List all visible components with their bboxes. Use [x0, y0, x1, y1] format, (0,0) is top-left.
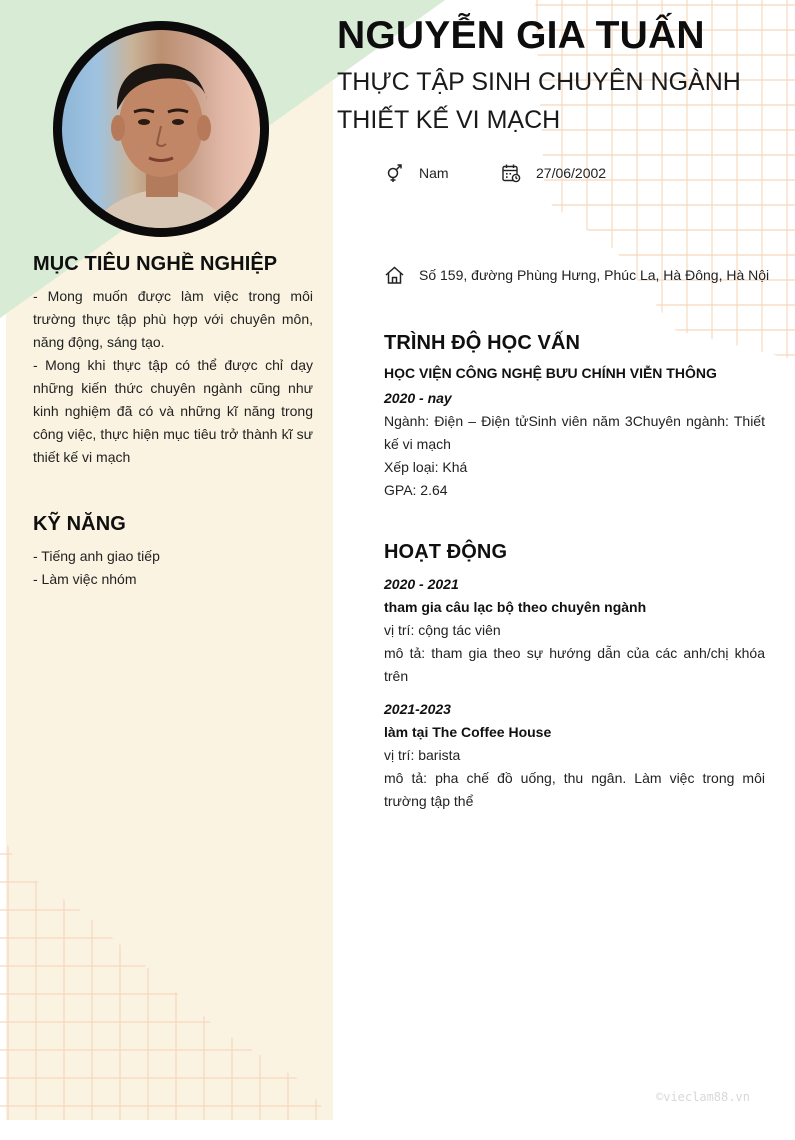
activity-position: vị trí: cộng tác viên	[384, 622, 501, 638]
objective-heading: MỤC TIÊU NGHỀ NGHIỆP	[33, 253, 278, 275]
address-info	[383, 264, 769, 286]
candidate-name: NGUYỄN GIA TUẤN	[337, 14, 705, 57]
education-period: 2020 - nay	[384, 390, 452, 406]
skills-heading: KỸ NĂNG	[33, 513, 126, 535]
home-icon	[383, 264, 405, 286]
education-heading: TRÌNH ĐỘ HỌC VẤN	[384, 332, 581, 354]
education-gpa: GPA: 2.64	[384, 482, 448, 498]
education-school: HỌC VIỆN CÔNG NGHỆ BƯU CHÍNH VIỄN THÔNG	[384, 365, 717, 381]
activity-org: làm tại The Coffee House	[384, 724, 552, 740]
activities-heading: HOẠT ĐỘNG	[384, 541, 508, 563]
objective-text	[33, 285, 313, 469]
birthdate-value: 27/06/2002	[536, 165, 607, 181]
activity-item	[384, 573, 765, 688]
watermark: ©vieclam88.vn	[656, 1090, 750, 1104]
avatar	[62, 30, 260, 228]
job-title	[337, 63, 757, 139]
activity-period: 2021-2023	[384, 701, 451, 717]
education-major: Ngành: Điện – Điện tửSinh viên năm 3Chuyên ngành: Thiết kế vi mạch	[384, 413, 765, 452]
skills-list	[33, 545, 160, 591]
job-title-line-1: THỰC TẬP SINH CHUYÊN NGÀNH	[337, 68, 741, 96]
birthdate-info	[500, 162, 606, 184]
objective-paragraph-2: - Mong khi thực tập có thể được chỉ dạy những kiến thức chuyên ngành cũng như kinh nghiệm đã có và những kĩ năng trong công việc, thực hiện mục tiêu trở thành kĩ sư thiết kế vi mạch	[33, 357, 313, 465]
skill-item: - Tiếng anh giao tiếp	[33, 548, 160, 564]
gender-icon	[383, 162, 405, 184]
avatar-portrait	[62, 30, 260, 228]
skill-item: - Làm việc nhóm	[33, 571, 137, 587]
gender-info	[383, 162, 449, 184]
grid-pattern-bottom-left	[0, 830, 333, 1120]
gender-value: Nam	[419, 165, 449, 181]
education-details	[384, 387, 765, 502]
calendar-icon	[500, 162, 522, 184]
activity-period: 2020 - 2021	[384, 576, 459, 592]
activity-position: vị trí: barista	[384, 747, 461, 763]
education-rank: Xếp loại: Khá	[384, 459, 468, 475]
activity-description: mô tả: tham gia theo sự hướng dẫn của các anh/chị khóa trên	[384, 645, 765, 684]
activity-item	[384, 698, 765, 813]
activity-description: mô tả: pha chế đồ uống, thu ngân. Làm việc trong môi trường tập thể	[384, 770, 765, 809]
job-title-line-2: THIẾT KẾ VI MẠCH	[337, 106, 561, 134]
address-value: Số 159, đường Phùng Hưng, Phúc La, Hà Đông, Hà Nội	[419, 267, 770, 283]
activity-org: tham gia câu lạc bộ theo chuyên ngành	[384, 599, 647, 615]
objective-paragraph-1: - Mong muốn được làm việc trong môi trường thực tập phù hợp với chuyên môn, năng động, sáng tạo.	[33, 288, 313, 350]
